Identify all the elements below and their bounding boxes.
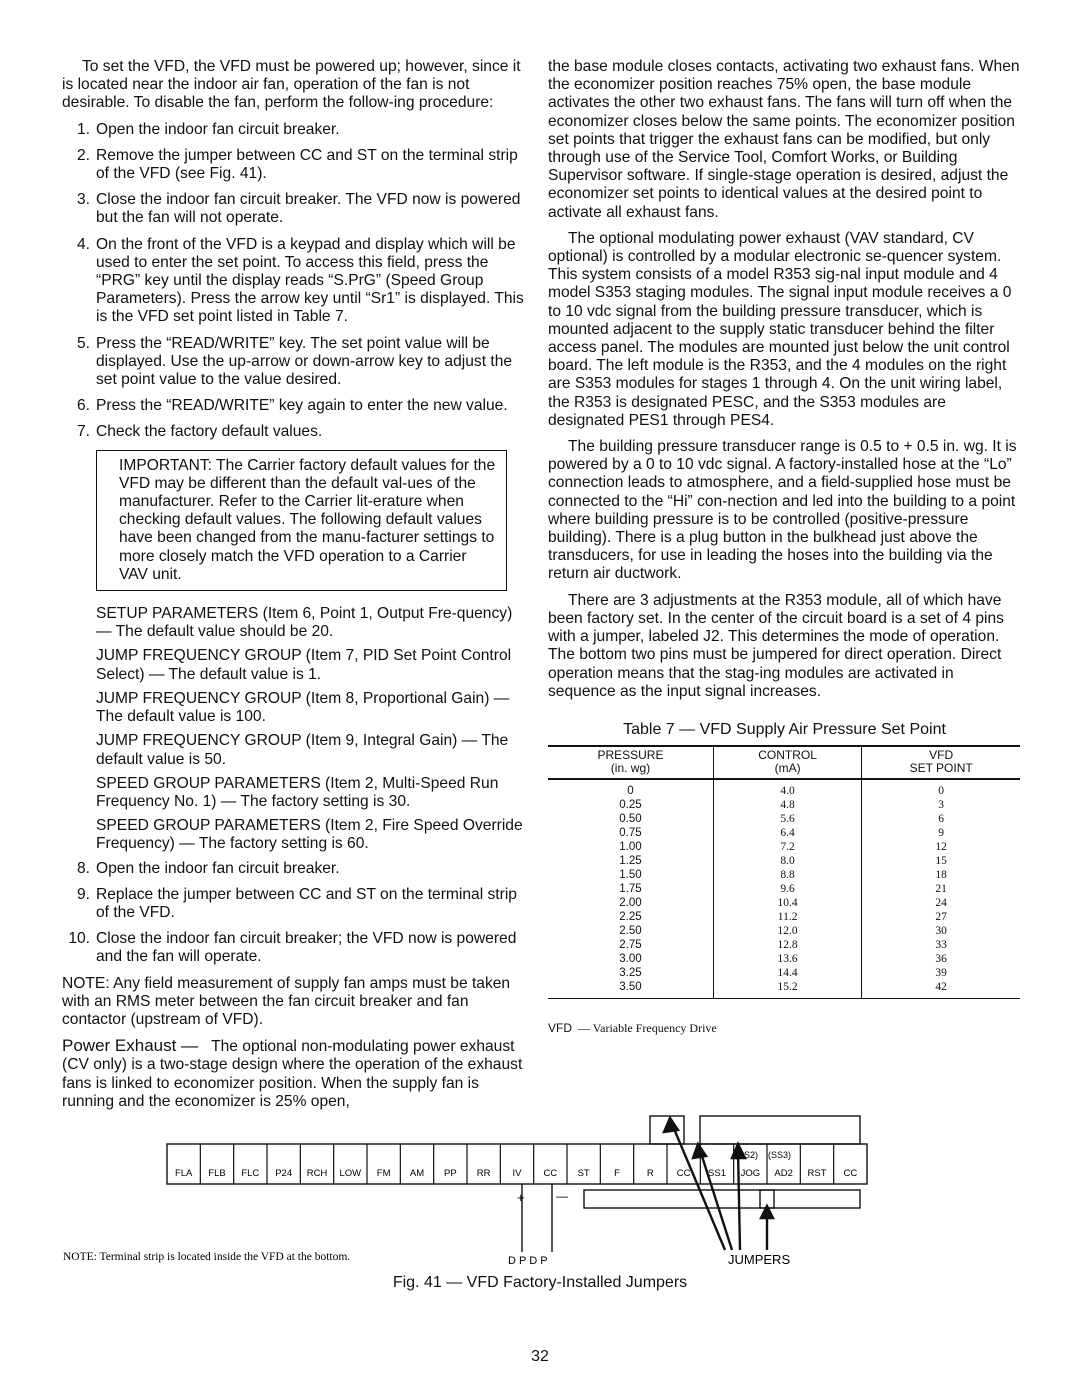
- list-item: 10. Close the indoor fan circuit breaker; the VFD now is powered and the fan will operate.: [68, 930, 517, 966]
- table-cell: 3.50: [548, 980, 713, 999]
- plus-label: +: [517, 1190, 525, 1205]
- table-cell: 9: [938, 827, 945, 840]
- paragraph: the base module closes contacts, activating two exhaust fans. When the economizer position reaches 75% open, the base module activates the other two exhaust fans. The fans will turn off when the economizer closes below the same points. The economizer position set points that trigger the exhaust fans can be modified, but only through use of the Service Tool, Comfort Works, or Building Supervisor software. If single-stage operation is desired, adjust the economizer set points to identical values at the desired point to activate all exhaust fans.: [548, 58, 1020, 221]
- terminal-label: SS1: [708, 1168, 726, 1179]
- power-exhaust-paragraph: Power Exhaust — The optional non-modulating power exhaust (CV only) is a two-stage design where the operation of the exhaust fans is linked to economizer position. When the supply fan is running and the economizer is 25% open,: [62, 1036, 523, 1110]
- table-row: [548, 980, 1020, 999]
- list-item: 2. Remove the jumper between CC and ST on the terminal strip of the VFD (see Fig. 41).: [76, 146, 518, 183]
- table-cell: 1.00: [548, 840, 713, 854]
- table-row: [548, 896, 1020, 910]
- terminal-label: LOW: [339, 1168, 362, 1179]
- table-cell: 2.25: [548, 910, 713, 924]
- table-cell: 42: [935, 981, 947, 994]
- steps-list-a: [62, 121, 527, 442]
- table-cell: 24: [935, 897, 947, 910]
- table-legend: VFD — Variable Frequency Drive: [548, 1021, 717, 1036]
- table-cell: 2.75: [548, 938, 713, 952]
- table-row: [548, 966, 1020, 980]
- note-paragraph: NOTE: Any field measurement of supply fan amps must be taken with an RMS meter between the fan circuit breaker and fan contactor (upstream of VFD).: [62, 974, 511, 1028]
- table-cell: 12.8: [713, 938, 861, 952]
- table-header: PRESSURE (in. wg): [548, 746, 713, 779]
- table-cell: 0: [548, 779, 713, 798]
- table-header-row: [548, 746, 1020, 779]
- default-parameters: [62, 605, 527, 853]
- table-cell: 30: [935, 925, 947, 938]
- table-row: [548, 812, 1020, 826]
- figure-note: NOTE: Terminal strip is located inside the VFD at the bottom.: [63, 1251, 351, 1263]
- terminal-strip-figure: [60, 1110, 1020, 1280]
- terminal-label: RCH: [306, 1168, 328, 1179]
- table-cell: 21: [935, 883, 947, 896]
- paragraph: There are 3 adjustments at the R353 module, all of which have been factory set. In the center of the circuit board is a set of 4 pins with a jumper, labeled J2. This determines the mode of operation. The bottom two pins must be jumpered for direct operation. Direct operation means that the stag-ing modules are activated in sequence as the input signal increases.: [548, 591, 1004, 700]
- table-row: [548, 854, 1020, 868]
- intro-paragraph: To set the VFD, the VFD must be powered up; however, since it is located near the indoor air fan, operation of the fan is not desirable. To disable the fan, perform the follow-ing procedure:: [62, 58, 521, 112]
- table-cell: 6.4: [713, 826, 861, 840]
- list-item: 9. Replace the jumper between CC and ST on the terminal strip of the VFD.: [76, 885, 517, 921]
- terminal-label: RR: [476, 1168, 491, 1179]
- table-cell: 8.8: [713, 868, 861, 882]
- minus-label: —: [556, 1189, 568, 1203]
- table-row: [548, 826, 1020, 840]
- table-cell: 10.4: [713, 896, 861, 910]
- list-item: 1. Open the indoor fan circuit breaker.: [76, 120, 340, 138]
- terminal-label: F: [614, 1168, 620, 1179]
- table-cell: 12.0: [713, 924, 861, 938]
- table-cell: 15: [935, 855, 947, 868]
- steps-list-b: [62, 860, 527, 967]
- terminal-label: AM: [409, 1168, 425, 1179]
- terminal-label: CC: [543, 1168, 558, 1179]
- terminal-label: FLA: [174, 1168, 193, 1179]
- terminal-label: R: [646, 1168, 654, 1179]
- table-cell: 0.25: [548, 798, 713, 812]
- table-cell: 1.75: [548, 882, 713, 896]
- figure-caption: Fig. 41 — VFD Factory-Installed Jumpers: [392, 1274, 688, 1291]
- table-cell: 0.75: [548, 826, 713, 840]
- parameter-item: JUMP FREQUENCY GROUP (Item 9, Integral Gain) — The default value is 50.: [96, 732, 509, 768]
- table-caption: Table 7 — VFD Supply Air Pressure Set Point: [623, 720, 946, 738]
- terminal-label: RST: [807, 1168, 827, 1179]
- terminal-label: ST: [577, 1168, 590, 1179]
- table-header: CONTROL (mA): [713, 746, 861, 779]
- table-cell: 5.6: [713, 812, 861, 826]
- table-cell: 2.50: [548, 924, 713, 938]
- list-item: 6. Press the “READ/WRITE” key again to enter the new value.: [76, 397, 508, 415]
- table-cell: 7.2: [713, 840, 861, 854]
- list-item: 4. On the front of the VFD is a keypad and display which will be used to enter the set point. To access this field, press the “PRG” key until the display reads “S.PrG” (Speed Group Parameters). Press the arrow key until “Sr1” is displayed. This is the VFD set point listed in Table 7.: [76, 235, 524, 326]
- terminal-label: AD2: [774, 1168, 793, 1179]
- terminal-label: P24: [275, 1168, 293, 1179]
- table-cell: 1.25: [548, 854, 713, 868]
- table-cell: 3: [938, 799, 945, 812]
- table-row: [548, 924, 1020, 938]
- table-body: [548, 779, 1020, 999]
- terminal-label: CC: [843, 1168, 858, 1179]
- parameter-item: SETUP PARAMETERS (Item 6, Point 1, Output Fre-quency) — The default value should be 20.: [96, 605, 513, 641]
- parameter-item: JUMP FREQUENCY GROUP (Item 7, PID Set Point Control Select) — The default value is 1.: [96, 647, 512, 683]
- table-cell: 33: [935, 939, 947, 952]
- page-number: 32: [531, 1348, 549, 1365]
- parameter-item: JUMP FREQUENCY GROUP (Item 8, Proportional Gain) — The default value is 100.: [96, 689, 510, 726]
- right-column: [548, 58, 1021, 1037]
- power-exhaust-heading: Power Exhaust —: [62, 1036, 199, 1056]
- table-cell: 15.2: [713, 980, 861, 999]
- table-cell: 18: [935, 869, 947, 882]
- table-cell: 39: [935, 967, 947, 980]
- table-row: [548, 882, 1020, 896]
- table-row: [548, 798, 1020, 812]
- table-cell: 8.0: [713, 854, 861, 868]
- table-cell: 14.4: [713, 966, 861, 980]
- terminal-label: JOG: [740, 1168, 761, 1179]
- paragraph: The building pressure transducer range is 0.5 to + 0.5 in. wg. It is powered by a 0 to 10 vdc signal. A factory-installed hose at the “Lo” connection leads to atmosphere, and a field-supplied hose must be connected to the “Hi” con-nection and led into the building to a point where building pressure is to be controlled (positive-pressure building). There is a plug button in the bulkhead just above the transducers, for use in leading the hoses into the building via the return air ductwork.: [548, 438, 1017, 583]
- vfd-setpoint-table: [548, 745, 1020, 999]
- dpdp-label: D P D P: [508, 1255, 548, 1267]
- table-row: [548, 952, 1020, 966]
- table-cell: 1.50: [548, 868, 713, 882]
- table-cell: 4.8: [713, 798, 861, 812]
- table-row: [548, 779, 1020, 798]
- ss2-label: (SS2): [735, 1150, 759, 1160]
- table-cell: 0.50: [548, 812, 713, 826]
- table-row: [548, 910, 1020, 924]
- left-column: [62, 58, 527, 1119]
- parameter-item: SPEED GROUP PARAMETERS (Item 2, Multi-Speed Run Frequency No. 1) — The factory setting is 30.: [96, 774, 499, 810]
- parameter-item: SPEED GROUP PARAMETERS (Item 2, Fire Speed Override Frequency) — The factory setting is 60.: [96, 817, 523, 853]
- table-cell: 36: [935, 953, 947, 966]
- list-item: 8. Open the indoor fan circuit breaker.: [76, 859, 340, 877]
- table-row: [548, 938, 1020, 952]
- list-item: 3. Close the indoor fan circuit breaker. The VFD now is powered but the fan will not operate.: [76, 191, 521, 227]
- table-cell: 12: [935, 841, 947, 854]
- table-header: VFD SET POINT: [909, 748, 973, 776]
- terminal-label: FM: [376, 1168, 391, 1179]
- table-cell: 0: [938, 785, 945, 798]
- table-cell: 3.00: [548, 952, 713, 966]
- important-box: IMPORTANT: The Carrier factory default values for the VFD may be different than the default val-ues of the manufacturer. Refer to the Carrier lit-erature when checking default values. The following default values have been changed from the manu-facturer settings to more closely match the VFD operation to a Carrier VAV unit.: [96, 450, 507, 591]
- terminal-label: PP: [443, 1168, 457, 1179]
- terminal-strip-diagram: [60, 1110, 1020, 1275]
- ss3-label: (SS3): [768, 1150, 792, 1160]
- terminal-label: IV: [512, 1168, 522, 1179]
- table-cell: 2.00: [548, 896, 713, 910]
- paragraph: The optional modulating power exhaust (VAV standard, CV optional) is controlled by a modular electronic se-quencer system. This system consists of a model R353 sig-nal input module and 4 model S353 staging modules. The signal input module receives a 0 to 10 vdc signal from the building pressure transducer, which is mounted adjacent to the supply static transducer behind the filter access panel. The modules are mounted just below the unit control board. The left module is the R353, and the 4 modules on the right are S353 modules for stages 1 through 4. On the unit wiring label, the R353 is designated PESC, and the S353 modules are designated PES1 through PES4.: [548, 229, 1012, 429]
- table-cell: 9.6: [713, 882, 861, 896]
- table-cell: 3.25: [548, 966, 713, 980]
- terminal-label: FLC: [241, 1168, 260, 1179]
- table-cell: 27: [935, 911, 947, 924]
- table-row: [548, 840, 1020, 854]
- terminal-label: FLB: [208, 1168, 226, 1179]
- list-item: 5. Press the “READ/WRITE” key. The set point value will be displayed. Use the up-arrow or down-arrow key to adjust the set point value to the value desired.: [76, 334, 513, 389]
- terminal-label: CC: [676, 1168, 691, 1179]
- jumpers-label: JUMPERS: [728, 1252, 791, 1267]
- list-item: 7. Check the factory default values.: [76, 423, 323, 441]
- table-row: [548, 868, 1020, 882]
- table-cell: 4.0: [713, 779, 861, 798]
- table-cell: 6: [938, 813, 945, 826]
- table-cell: 11.2: [713, 910, 861, 924]
- table-cell: 13.6: [713, 952, 861, 966]
